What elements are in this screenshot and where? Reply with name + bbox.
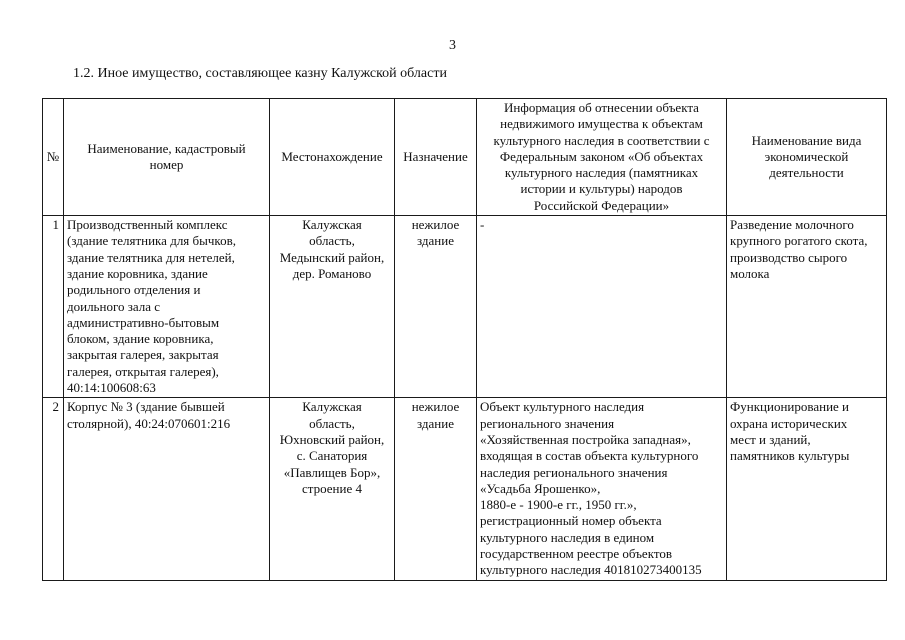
row-purpose: нежилое здание [395,398,477,580]
page-number: 3 [449,38,456,53]
table-row [43,398,887,580]
row-heritage: - [477,216,727,398]
header-location: Местонахождение [270,99,395,216]
row-location: Калужская область, Юхновский район, с. Санатория «Павлищев Бор», строение 4 [270,398,395,580]
section-title: 1.2. Иное имущество, составляющее казну Калужской области [73,66,447,81]
row-number: 2 [43,398,64,580]
header-economic-activity: Наименование вида экономической деятельности [727,99,887,216]
header-purpose: Назначение [395,99,477,216]
header-number: № [43,99,64,216]
row-activity: Функционирование и охрана исторических мест и зданий, памятников культуры [727,398,887,580]
table-header-row [43,99,887,216]
row-heritage: Объект культурного наследия регионального значения «Хозяйственная постройка западная», входящая в состав объекта культурного наследия регионального значения «Усадьба Ярошенко», 1880-е - 1900-е гг., 1950 гг.», регистрационный номер объекта культурного наследия в едином государственном реестре объектов культурного наследия 401810273400135 [477,398,727,580]
property-table [42,98,887,581]
row-name: Производственный комплекс (здание телятника для бычков, здание телятника для нетелей, здание коровника, здание родильного отделения и доильного зала с административно-бытовым блоком, здание коровника, закрытая галерея, закрытая галерея, открытая галерея), 40:14:100608:63 [64,216,270,398]
header-heritage-info: Информация об отнесении объекта недвижимого имущества к объектам культурного наследия в соответствии с Федеральным законом «Об объектах культурного наследия (памятниках истории и культуры) народов Российской Федерации» [477,99,727,216]
table-row [43,216,887,398]
row-number: 1 [43,216,64,398]
row-location: Калужская область, Медынский район, дер. Романово [270,216,395,398]
header-name-cadastral: Наименование, кадастровый номер [64,99,270,216]
row-name: Корпус № 3 (здание бывшей столярной), 40:24:070601:216 [64,398,270,580]
row-activity: Разведение молочного крупного рогатого скота, производство сырого молока [727,216,887,398]
row-purpose: нежилое здание [395,216,477,398]
